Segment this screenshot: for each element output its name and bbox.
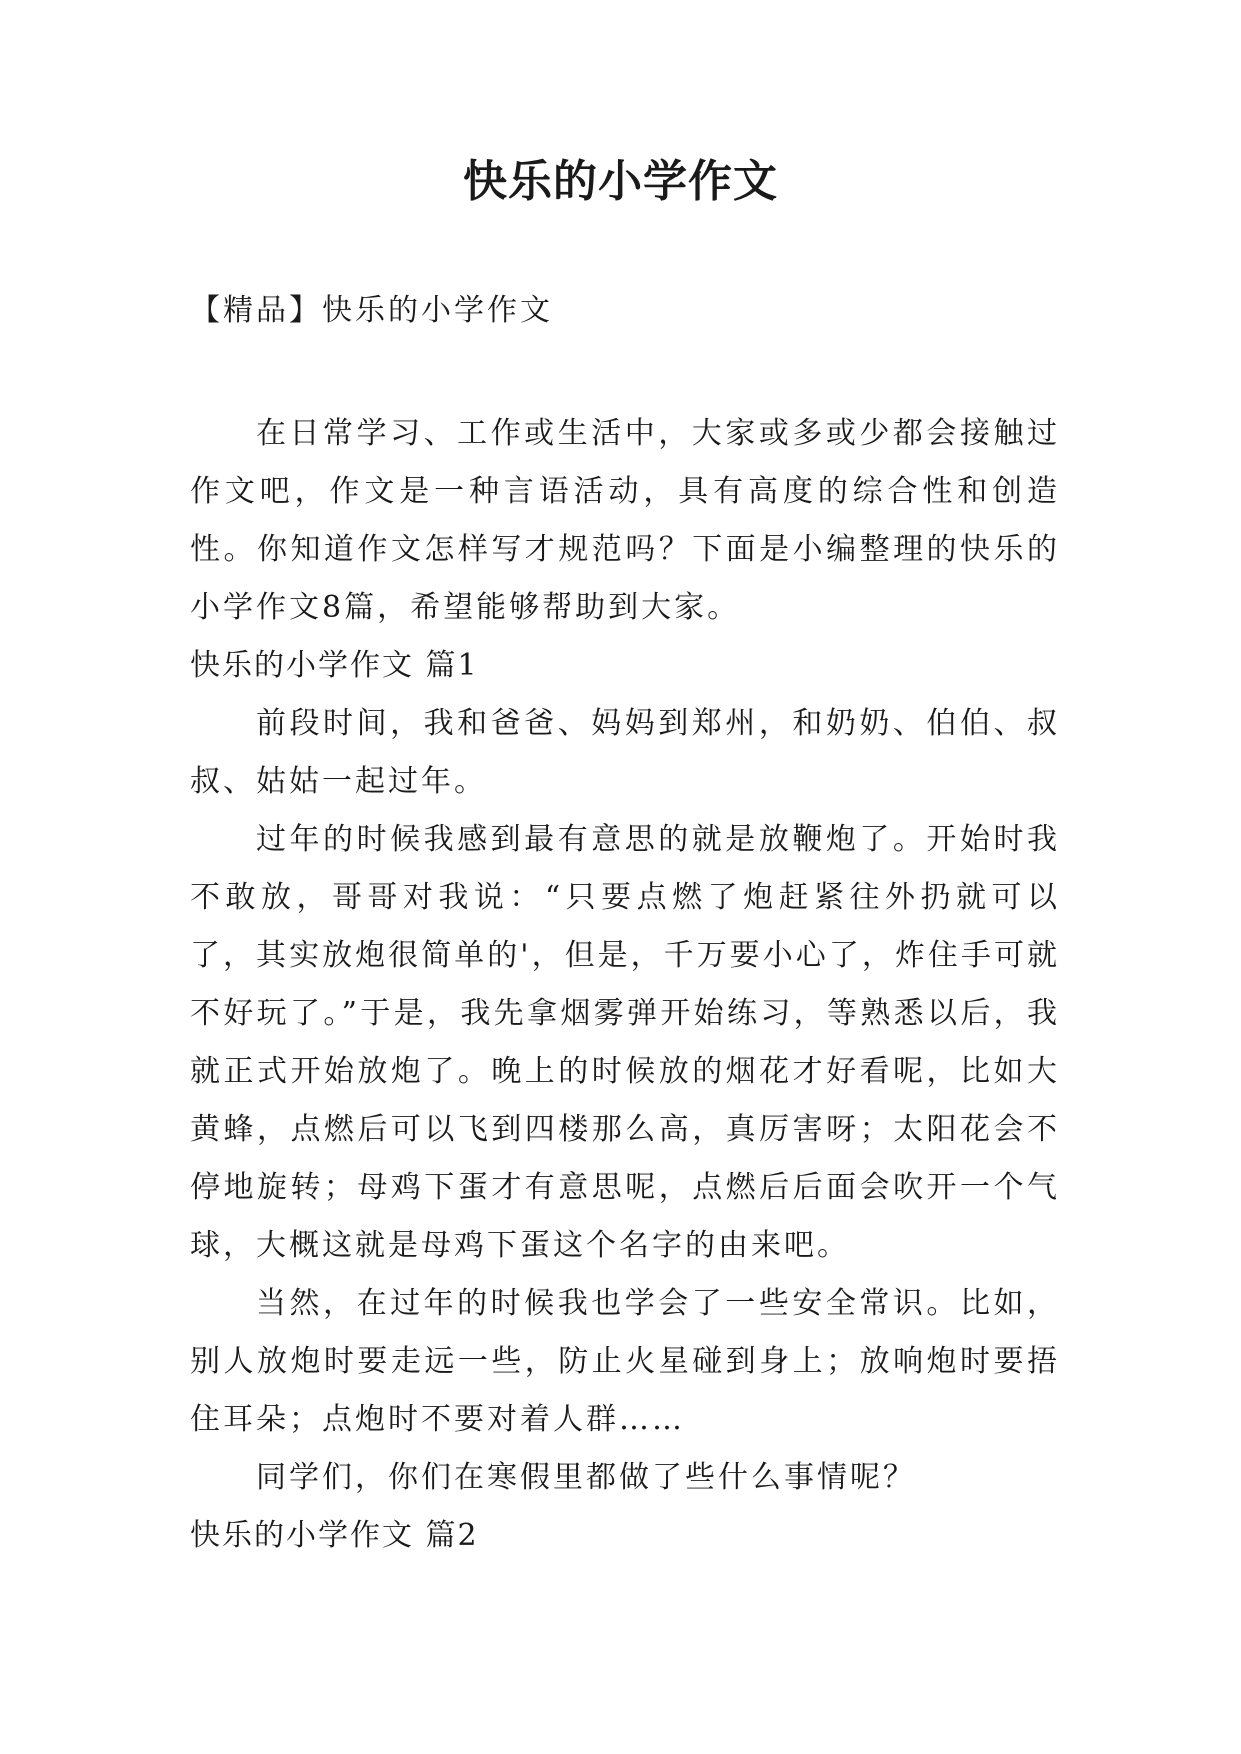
- section-heading-2: 快乐的小学作文 篇2: [190, 1518, 479, 1553]
- section-heading-1: 快乐的小学作文 篇1: [190, 648, 479, 683]
- section-1-paragraph-2: 过年的时候我感到最有意思的就是放鞭炮了。开始时我不敢放，哥哥对我说：“只要点燃了炮赶紧往外扔就可以了，其实放炮很简单的'，但是，千万要小心了，炸住手可就不好玩了。”于是，我先拿烟雾弹开始练习，等熟悉以后，我就正式开始放炮了。晚上的时候放的烟花才好看呢，比如大黄蜂，点燃后可以飞到四楼那么高，真厉害呀；太阳花会不停地旋转；母鸡下蛋才有意思呢，点燃后后面会吹开一个气球，大概这就是母鸡下蛋这个名字的由来吧。: [190, 822, 1060, 1263]
- document-body: [190, 405, 1060, 1565]
- document-title: 快乐的小学作文: [463, 156, 778, 207]
- document-subtitle: 【精品】快乐的小学作文: [190, 293, 553, 328]
- section-1-paragraph-4: 同学们，你们在寒假里都做了些什么事情呢？: [256, 1460, 916, 1495]
- section-1-paragraph-1: 前段时间，我和爸爸、妈妈到郑州，和奶奶、伯伯、叔叔、姑姑一起过年。: [190, 706, 1060, 799]
- intro-paragraph: 在日常学习、工作或生活中，大家或多或少都会接触过作文吧，作文是一种言语活动，具有高度的综合性和创造性。你知道作文怎样写才规范吗？下面是小编整理的快乐的小学作文8篇，希望能够帮助到大家。: [190, 416, 1060, 625]
- section-1-paragraph-3: 当然，在过年的时候我也学会了一些安全常识。比如，别人放炮时要走远一些，防止火星碰到身上；放响炮时要捂住耳朵；点炮时不要对着人群……: [190, 1286, 1060, 1437]
